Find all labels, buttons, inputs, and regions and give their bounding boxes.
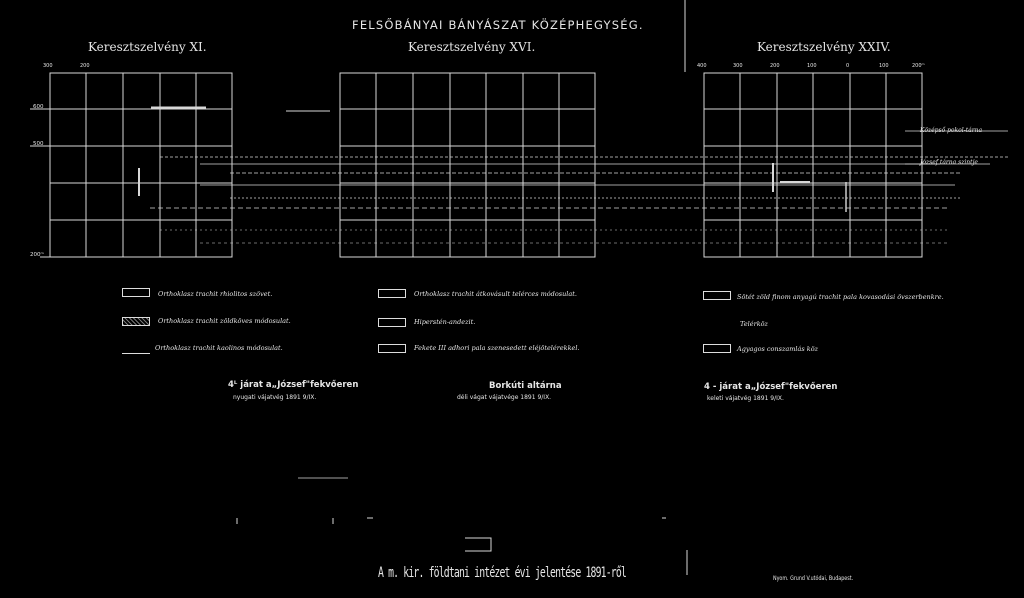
tick-xxiv-3: 100 — [807, 63, 817, 69]
annotation-kozepso: Középső pokol-tárna — [920, 127, 983, 134]
gallery-sub-east: keleti vájatvég 1891 9/IX. — [707, 395, 784, 402]
legend-text-1: Orthoklasz trachit rhiolitos szövet. — [158, 290, 273, 298]
legend-swatch-rhiolitos — [122, 288, 150, 297]
map-title: FELSŐBÁNYAI BÁNYÁSZAT KÖZÉPHEGYSÉG. — [352, 18, 644, 32]
tick-xxiv-0: 400 — [697, 63, 707, 69]
legend-swatch-fekete-pala — [378, 344, 406, 353]
legend-swatch-agyagos — [703, 344, 731, 353]
tick-xxiv-4: 0 — [846, 63, 850, 69]
legend-text-8: Telérköz — [740, 320, 768, 328]
legend-text-9: Agyagos conszamlás köz — [737, 345, 819, 353]
tick-xxiv-6: 200ᵐ — [912, 63, 925, 69]
annotation-jozsef: József tárna szintje — [920, 159, 978, 166]
tick-xi-1: 200 — [80, 63, 90, 69]
section-label-xxiv: Keresztszelvény XXIV. — [757, 40, 891, 54]
footer-publication: A m. kir. földtani intézet évi jelentése 1891-ről — [378, 565, 626, 581]
level-500: 500 — [33, 141, 44, 147]
legend-text-3: Orthoklasz trachit kaolinos módosulat. — [155, 344, 283, 352]
legend-swatch-sotet-zold — [703, 291, 731, 300]
gallery-title-west: 4ᴸ járat a„József"fekvőeren — [228, 380, 359, 390]
gallery-title-east: 4 - járat a„József"fekvőeren — [704, 382, 838, 392]
tick-xxiv-2: 200 — [770, 63, 780, 69]
legend-swatch-hipersten — [378, 318, 406, 327]
gallery-sub-west: nyugati vájatvég 1891 9/IX. — [233, 394, 317, 401]
legend-text-7: Sötét zöld finom anyagú trachit pala kovasodási övszerbenkre. — [737, 293, 944, 301]
legend-text-2: Orthoklasz trachit zöldköves módosulat. — [158, 317, 291, 325]
tick-xxiv-5: 100 — [879, 63, 889, 69]
section-label-xvi: Keresztszelvény XVI. — [408, 40, 536, 54]
gallery-title-borkut: Borkúti altárna — [489, 381, 562, 391]
legend-swatch-kaolinos — [122, 353, 150, 354]
section-label-xi: Keresztszelvény XI. — [88, 40, 207, 54]
level-600: 600 — [33, 104, 44, 110]
level-200: 200ᵐ — [30, 252, 44, 258]
tick-xxiv-1: 300 — [733, 63, 743, 69]
legend-swatch-zoldkoves — [122, 317, 150, 326]
gallery-sub-borkut: déli vágat vájatvége 1891 9/IX. — [457, 394, 552, 401]
footer-printer: Nyom. Grund V.utódai, Budapest. — [773, 575, 854, 582]
legend-swatch-atkovasult — [378, 289, 406, 298]
legend-text-4: Orthoklasz trachit átkovásult telérces módosulat. — [414, 290, 577, 298]
legend-text-6: Fekete III adhori pala szenesedett eléjötelérekkel. — [414, 344, 580, 352]
legend-text-5: Hiperstén-andezit. — [414, 318, 476, 326]
tick-xi-0: 300 — [43, 63, 53, 69]
